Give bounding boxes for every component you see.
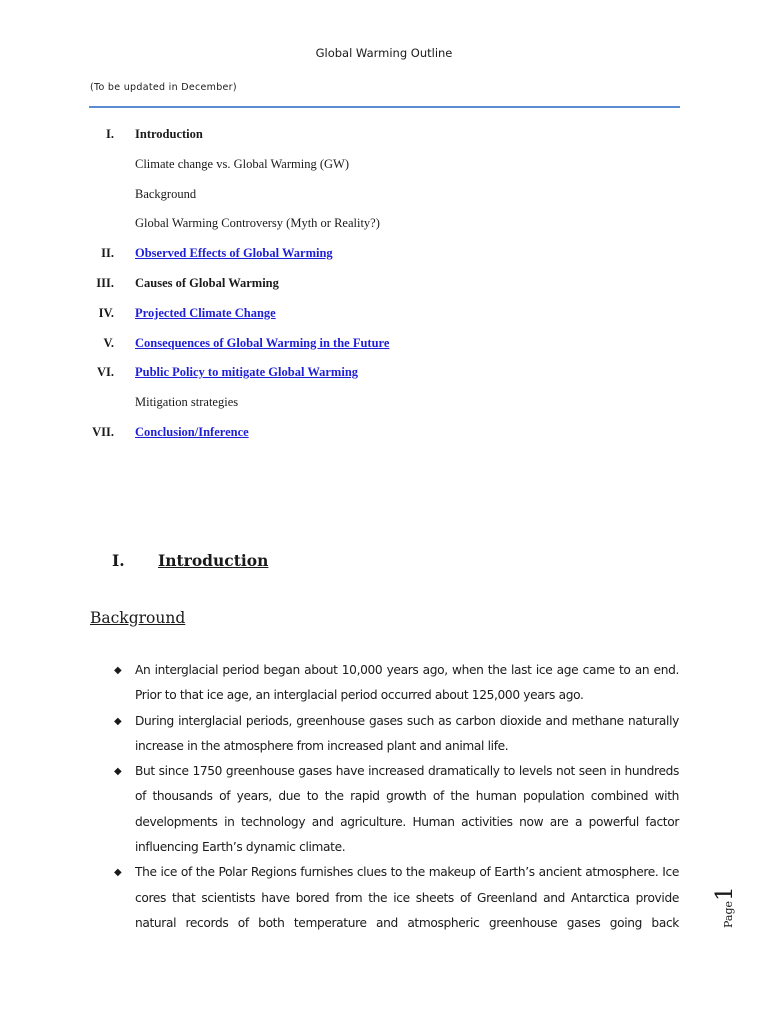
diamond-icon: ◆: [114, 867, 122, 879]
outline-item: [0, 393, 768, 423]
outline-item: [0, 185, 768, 215]
outline-item-link[interactable]: Projected Climate Change: [135, 305, 276, 320]
section-number: I.: [112, 551, 125, 570]
bullet-item: [0, 709, 768, 760]
bullet-item: [0, 759, 768, 860]
diamond-icon: ◆: [114, 665, 122, 676]
bullet-item: [0, 658, 768, 709]
outline-item-number: I.: [106, 127, 114, 141]
outline-item-label: Background: [135, 186, 197, 201]
outline-item[interactable]: [0, 334, 768, 364]
outline-item-link[interactable]: Conclusion/Inference: [135, 424, 249, 439]
outline-item-link[interactable]: Observed Effects of Global Warming: [135, 246, 333, 261]
update-note: (To be updated in December): [90, 82, 237, 93]
outline-item-link[interactable]: Public Policy to mitigate Global Warming: [135, 365, 359, 380]
outline-item-link[interactable]: Consequences of Global Warming in the Future: [135, 335, 390, 350]
outline-item-number: V.: [103, 335, 114, 350]
outline-item-number: III.: [96, 275, 114, 290]
page-number: 1: [712, 886, 738, 901]
bullet-list: [0, 658, 768, 936]
outline-item-number: VII.: [92, 424, 114, 439]
outline-item[interactable]: [0, 244, 768, 274]
subheading-background: Background: [90, 609, 186, 627]
outline-item-number: II.: [101, 246, 114, 261]
outline-item-label: Causes of Global Warming: [135, 275, 279, 290]
page-word: Page: [722, 900, 735, 928]
outline-item: [0, 155, 768, 185]
outline-item-number: IV.: [98, 305, 114, 320]
outline-item-label: Mitigation strategies: [135, 395, 239, 410]
outline-list: [0, 125, 768, 453]
outline-item: [0, 214, 768, 244]
bullet-text: An interglacial period began about 10,000 years ago, when the last ice age came to an end. Prior to that ice age, an interglacial period occurred about 125,000 years ago.: [135, 663, 679, 703]
document-title: Global Warming Outline: [315, 46, 453, 60]
outline-item[interactable]: [0, 423, 768, 453]
outline-item: [0, 274, 768, 304]
outline-item-label: Global Warming Controversy (Myth or Reality?): [135, 216, 380, 231]
page-number-label: [712, 880, 742, 930]
outline-item-label: Climate change vs. Global Warming (GW): [135, 156, 349, 171]
header-divider: [89, 106, 680, 108]
outline-item: [0, 125, 768, 155]
bullet-text: During interglacial periods, greenhouse gases such as carbon dioxide and methane naturally increase in the atmosphere from increased plant and animal life.: [135, 713, 679, 753]
bullet-item: [0, 860, 768, 936]
outline-item-label: Introduction: [135, 127, 203, 141]
section-title: Introduction: [158, 551, 269, 570]
bullet-text: The ice of the Polar Regions furnishes clues to the makeup of Earth’s ancient atmosphere. Ice cores that scientists have bored from the ice sheets of Greenland and Antarctica provide natural records of both temperature and atmospheric greenhouse gases going back: [135, 865, 679, 930]
outline-item-number: VI.: [96, 365, 114, 380]
diamond-icon: ◆: [114, 766, 122, 778]
diamond-icon: ◆: [114, 715, 122, 727]
outline-item[interactable]: [0, 363, 768, 393]
bullet-text: But since 1750 greenhouse gases have increased dramatically to levels not seen in hundreds of thousands of years, due to the rapid growth of the human population combined with developments in technology and agriculture. Human activities now are a powerful factor influencing Earth’s dynamic climate.: [135, 764, 679, 855]
outline-item[interactable]: [0, 304, 768, 334]
